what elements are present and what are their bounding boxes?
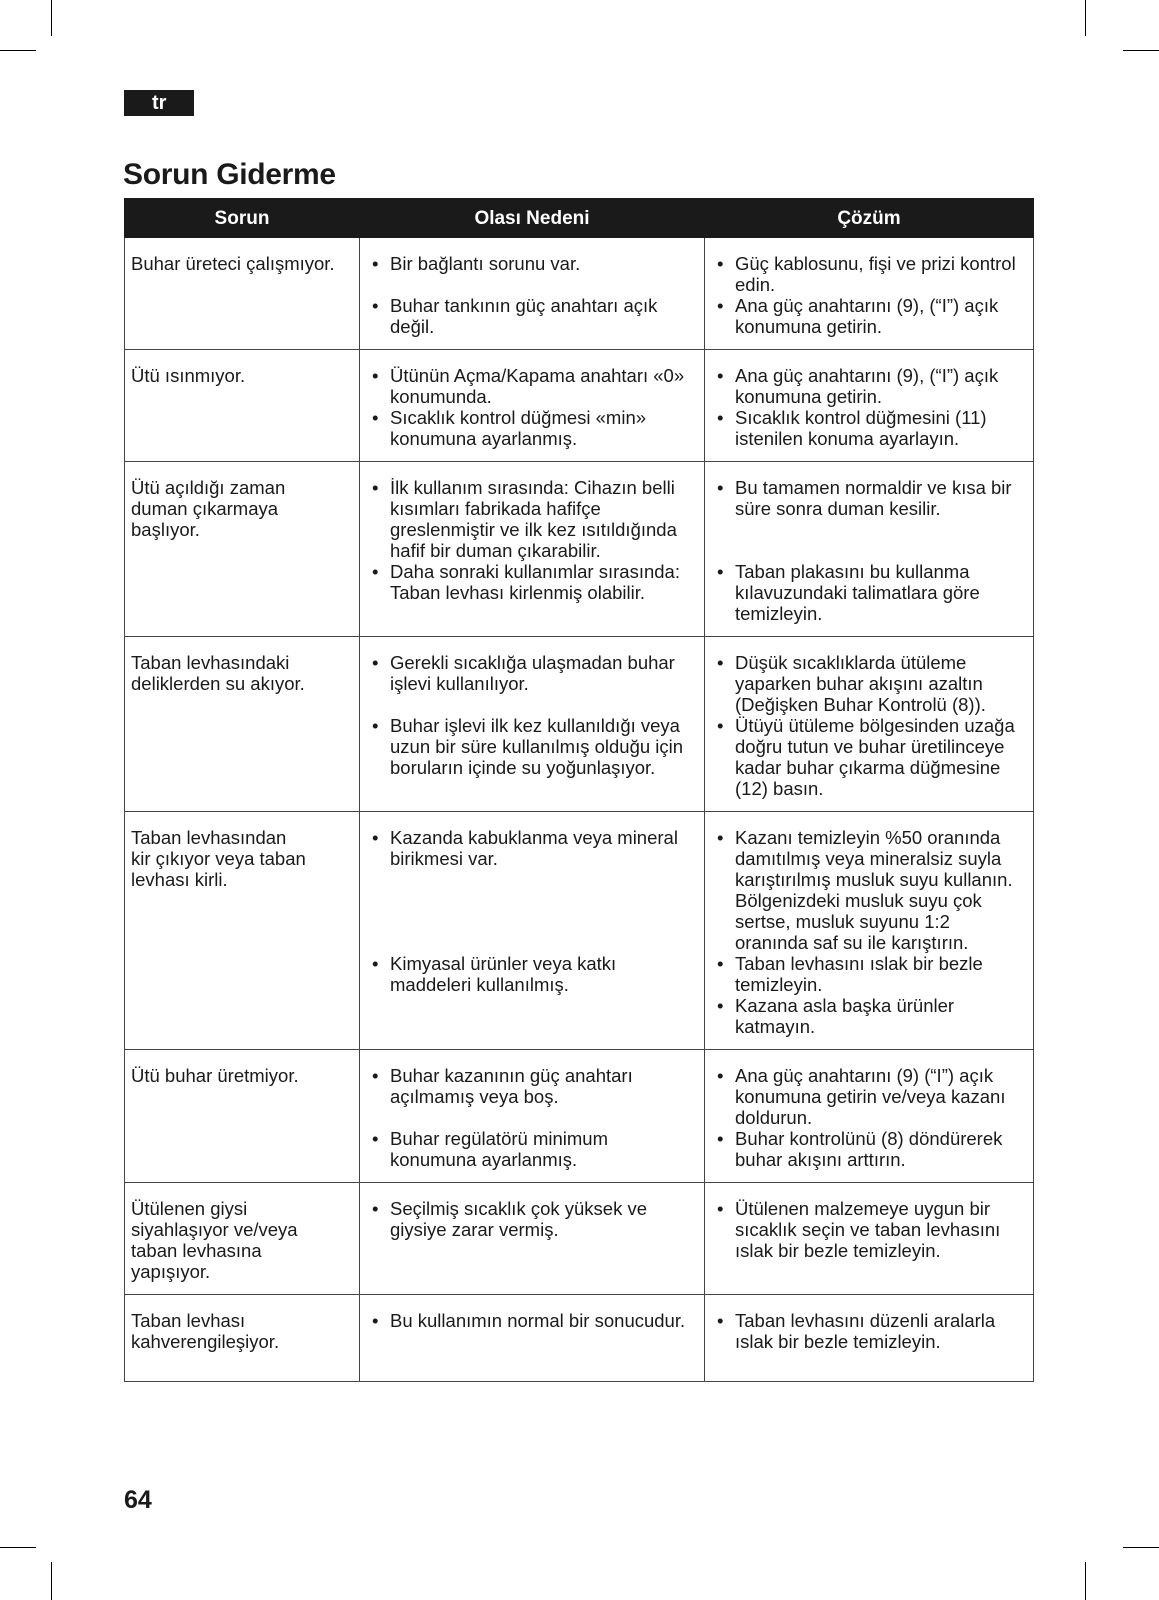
cause-cell bbox=[360, 238, 705, 350]
cause-item: • Buhar tankının güç anahtarı açık değil. bbox=[366, 295, 698, 337]
cause-list bbox=[366, 477, 698, 603]
table-row bbox=[125, 637, 1034, 812]
cause-item: • Buhar kazanının güç anahtarı açılmamış veya boş. bbox=[366, 1065, 698, 1107]
problem-cell bbox=[125, 238, 360, 350]
solution-item: • Ana güç anahtarını (9), (“I”) açık konumuna getirin. bbox=[711, 365, 1027, 407]
problem-cell bbox=[125, 1295, 360, 1382]
table-row bbox=[125, 812, 1034, 1050]
problem-cell bbox=[125, 812, 360, 1050]
table-row bbox=[125, 1050, 1034, 1183]
problem-text: kahverengileşiyor. bbox=[131, 1331, 280, 1352]
crop-mark bbox=[51, 0, 52, 36]
solution-item: • Ütülenen malzemeye uygun bir sıcaklık seçin ve taban levhasını ıslak bir bezle temizleyin. bbox=[711, 1198, 1027, 1261]
cause-item: • Ütünün Açma/Kapama anahtarı «0» konumunda. bbox=[366, 365, 698, 407]
solution-cell bbox=[705, 1183, 1034, 1295]
crop-mark bbox=[51, 1562, 52, 1600]
language-badge: tr bbox=[124, 90, 194, 116]
solution-list bbox=[711, 365, 1027, 449]
table-header-row bbox=[125, 199, 1034, 238]
problem-text: Ütü buhar üretmiyor. bbox=[131, 1065, 299, 1086]
solution-item: • Düşük sıcaklıklarda ütüleme yaparken buhar akışını azaltın (Değişken Buhar Kontrolü (8)). bbox=[711, 652, 1027, 715]
table-body bbox=[125, 238, 1034, 1382]
problem-cell bbox=[125, 1050, 360, 1183]
page-number: 64 bbox=[124, 1486, 152, 1514]
problem-cell bbox=[125, 350, 360, 462]
solution-cell bbox=[705, 1050, 1034, 1183]
cause-item: • Kimyasal ürünler veya katkı maddeleri kullanılmış. bbox=[366, 953, 698, 995]
solution-item: • Bu tamamen normaldir ve kısa bir süre sonra duman kesilir. bbox=[711, 477, 1027, 519]
cause-item: • İlk kullanım sırasında: Cihazın belli kısımları fabrikada hafifçe greslenmiştir ve ilk kez ısıtıldığında hafif bir duman çıkarabilir. bbox=[366, 477, 698, 561]
troubleshooting-table bbox=[124, 198, 1034, 1382]
problem-cell bbox=[125, 1183, 360, 1295]
problem-text: Taban levhasındaki bbox=[131, 652, 290, 673]
solution-item: • Güç kablosunu, fişi ve prizi kontrol edin. bbox=[711, 253, 1027, 295]
crop-mark bbox=[1123, 1547, 1159, 1548]
solution-item: • Taban plakasını bu kullanma kılavuzundaki talimatlara göre temizleyin. bbox=[711, 561, 1027, 624]
solution-item: • Ana güç anahtarını (9), (“I”) açık konumuna getirin. bbox=[711, 295, 1027, 337]
solution-item: • Kazana asla başka ürünler katmayın. bbox=[711, 995, 1027, 1037]
solution-cell bbox=[705, 637, 1034, 812]
solution-cell bbox=[705, 462, 1034, 637]
problem-text: Ütülenen giysi bbox=[131, 1198, 248, 1219]
problem-text: yapışıyor. bbox=[131, 1261, 211, 1282]
problem-text: kir çıkıyor veya taban bbox=[131, 848, 306, 869]
solution-cell bbox=[705, 238, 1034, 350]
cause-cell bbox=[360, 350, 705, 462]
cause-cell bbox=[360, 1295, 705, 1382]
cause-cell bbox=[360, 1183, 705, 1295]
cause-item: • Gerekli sıcaklığa ulaşmadan buhar işlevi kullanılıyor. bbox=[366, 652, 698, 694]
problem-text: duman çıkarmaya bbox=[131, 498, 279, 519]
solution-list bbox=[711, 827, 1027, 1037]
solution-list bbox=[711, 1065, 1027, 1170]
solution-item: • Ütüyü ütüleme bölgesinden uzağa doğru tutun ve buhar üretilinceye kadar buhar çıkarma düğmesine (12) basın. bbox=[711, 715, 1027, 799]
solution-list bbox=[711, 477, 1027, 624]
cause-list bbox=[366, 652, 698, 778]
problem-text: taban levhasına bbox=[131, 1240, 262, 1261]
solution-list bbox=[711, 253, 1027, 337]
solution-item: • Taban levhasını ıslak bir bezle temizleyin. bbox=[711, 953, 1027, 995]
cause-item: • Sıcaklık kontrol düğmesi «min» konumuna ayarlanmış. bbox=[366, 407, 698, 449]
crop-mark bbox=[1123, 50, 1159, 51]
solution-list bbox=[711, 1198, 1027, 1261]
cause-cell bbox=[360, 462, 705, 637]
problem-cell bbox=[125, 462, 360, 637]
problem-text: levhası kirli. bbox=[131, 869, 228, 890]
cause-item: • Bir bağlantı sorunu var. bbox=[366, 253, 698, 274]
solution-cell bbox=[705, 812, 1034, 1050]
problem-text: başlıyor. bbox=[131, 519, 200, 540]
table-row bbox=[125, 1295, 1034, 1382]
cause-list bbox=[366, 1198, 698, 1240]
problem-text: siyahlaşıyor ve/veya bbox=[131, 1219, 298, 1240]
cause-cell bbox=[360, 1050, 705, 1183]
cause-item: • Bu kullanımın normal bir sonucudur. bbox=[366, 1310, 698, 1331]
table-row bbox=[125, 1183, 1034, 1295]
solution-item: • Kazanı temizleyin %50 oranında damıtılmış veya mineralsiz suyla karıştırılmış musluk suyu kullanın. Bölgenizdeki musluk suyu çok sertse, musluk suyunu 1:2 oranında saf su ile karıştırın. bbox=[711, 827, 1027, 953]
cause-cell bbox=[360, 637, 705, 812]
problem-text: deliklerden su akıyor. bbox=[131, 673, 305, 694]
solution-cell bbox=[705, 350, 1034, 462]
problem-cell bbox=[125, 637, 360, 812]
solution-list bbox=[711, 652, 1027, 799]
crop-mark bbox=[1085, 1562, 1086, 1600]
solution-item: • Ana güç anahtarını (9) (“I”) açık konumuna getirin ve/veya kazanı doldurun. bbox=[711, 1065, 1027, 1128]
problem-text: Ütü ısınmıyor. bbox=[131, 365, 246, 386]
header-cause: Olası Nedeni bbox=[360, 199, 705, 238]
cause-list bbox=[366, 827, 698, 995]
cause-cell bbox=[360, 812, 705, 1050]
solution-item: • Sıcaklık kontrol düğmesini (11) istenilen konuma ayarlayın. bbox=[711, 407, 1027, 449]
table-row bbox=[125, 462, 1034, 637]
header-solution: Çözüm bbox=[705, 199, 1034, 238]
cause-list bbox=[366, 365, 698, 449]
problem-text: Taban levhası bbox=[131, 1310, 246, 1331]
cause-item: • Buhar regülatörü minimum konumuna ayarlanmış. bbox=[366, 1128, 698, 1170]
cause-item: • Seçilmiş sıcaklık çok yüksek ve giysiye zarar vermiş. bbox=[366, 1198, 698, 1240]
cause-list bbox=[366, 1310, 698, 1331]
cause-item: • Kazanda kabuklanma veya mineral birikmesi var. bbox=[366, 827, 698, 869]
crop-mark bbox=[1085, 0, 1086, 36]
cause-item: • Buhar işlevi ilk kez kullanıldığı veya uzun bir süre kullanılmış olduğu için boruların içinde su yoğunlaşıyor. bbox=[366, 715, 698, 778]
crop-mark bbox=[0, 1547, 36, 1548]
problem-text: Buhar üreteci çalışmıyor. bbox=[131, 253, 335, 274]
solution-cell bbox=[705, 1295, 1034, 1382]
table-row bbox=[125, 238, 1034, 350]
cause-list bbox=[366, 1065, 698, 1170]
solution-item: • Buhar kontrolünü (8) döndürerek buhar akışını arttırın. bbox=[711, 1128, 1027, 1170]
crop-mark bbox=[0, 50, 36, 51]
cause-list bbox=[366, 253, 698, 337]
table-row bbox=[125, 350, 1034, 462]
header-problem: Sorun bbox=[125, 199, 360, 238]
solution-item: • Taban levhasını düzenli aralarla ıslak bir bezle temizleyin. bbox=[711, 1310, 1027, 1352]
page-title: Sorun Giderme bbox=[123, 158, 336, 191]
solution-list bbox=[711, 1310, 1027, 1352]
cause-item: • Daha sonraki kullanımlar sırasında: Taban levhası kirlenmiş olabilir. bbox=[366, 561, 698, 603]
problem-text: Taban levhasından bbox=[131, 827, 287, 848]
problem-text: Ütü açıldığı zaman bbox=[131, 477, 286, 498]
